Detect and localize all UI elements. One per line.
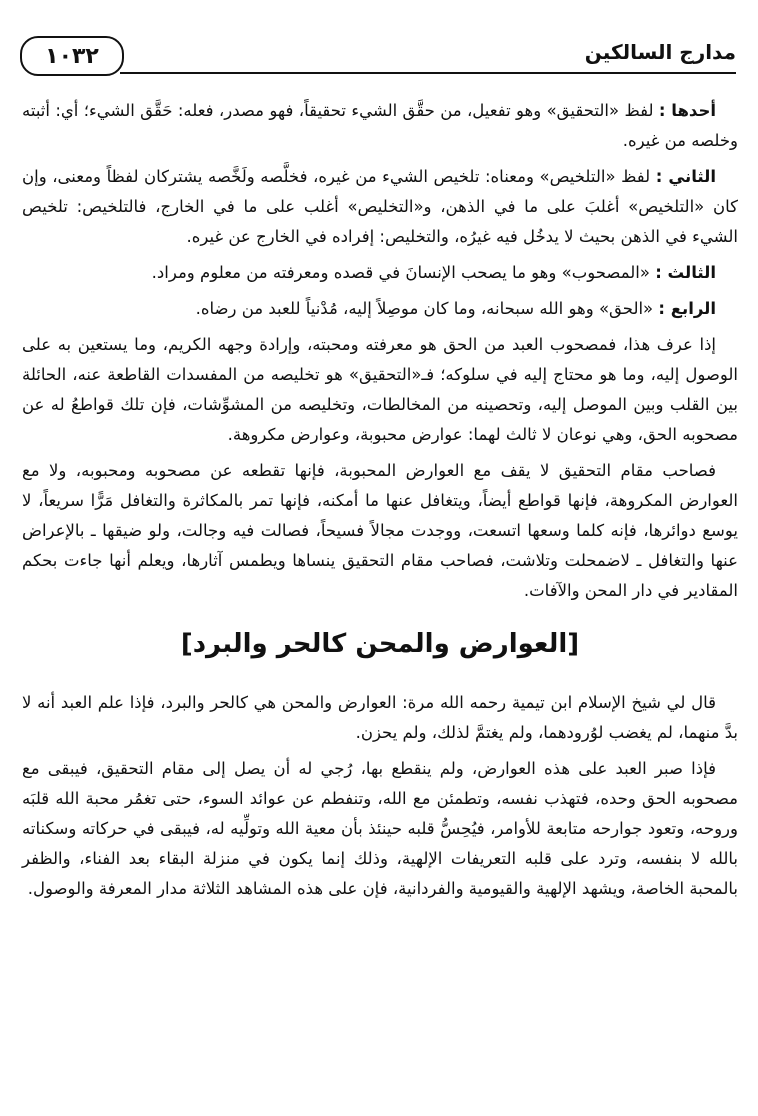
paragraph (22, 96, 738, 156)
paragraph-lead: أحدها : (658, 101, 716, 120)
paragraph: قال لي شيخ الإسلام ابن تيمية رحمه الله مرة: العوارض والمحن هي كالحر والبرد، فإذا علم العبد أنه لا بدَّ منهما، لم يغضب لوُرودهما، ولم يغتمَّ لذلك، ولم يحزن. (22, 693, 738, 742)
page-header (20, 36, 736, 76)
paragraph-lead: الثالث : (655, 263, 716, 282)
paragraph-text: لفظ «التلخيص» ومعناه: تلخيص الشيء من غيره، فخلَّصه ولَخَّصه يشتركان لفظاً ومعنى، وإن كان «التلخيص» أغلبَ على ما في الذهن، و«التخليص» أغلب على ما في الخارج، فالتلخيص: تلخيص الشيء في الذهن بحيث لا يدخُل فيه غيرُه، والتخليص: إفراده في الخارج عن غيره. (22, 167, 738, 246)
header-rule (120, 72, 736, 74)
paragraph-text: «المصحوب» وهو ما يصحب الإنسانَ في قصده ومعرفته من معلوم ومراد. (151, 263, 656, 282)
paragraph-text: لفظ «التحقيق» وهو تفعيل، من حقَّق الشيء تحقيقاً، فهو مصدر، فعله: حَقَّق الشيء؛ أي: أثبته وخلصه من غيره. (22, 101, 738, 150)
page-number: ١٠٣٢ (45, 43, 99, 69)
paragraph (22, 162, 738, 252)
paragraph-text: فصاحب مقام التحقيق لا يقف مع العوارض المحبوبة، فإنها تقطعه عن مصحوبه ومحبوبه، ولا مع العوارض المكروهة، فإنها قواطع أيضاً، ويتغافل عنها ما أمكنه، فإنها تمر بالمكاثرة والتغافل مَرًّا سريعاً، لا يوسع دوائرها، فإنه كلما وسعها اتسعت، ووجدت مجالاً فسيحاً، فصالت فيه وجالت، ولو ضيقها ـ بالإعراض عنها والتغافل ـ لاضمحلت وتلاشت، فصاحب مقام التحقيق ينساها ويطمس آثارها، ويعلم أنها جاءت بحكم المقادير في دار المحن والآفات. (22, 461, 738, 600)
paragraph-lead: الرابع : (658, 299, 716, 318)
paragraph (22, 294, 738, 324)
paragraph: فإذا صبر العبد على هذه العوارض، ولم ينقطع بها، رُجي له أن يصل إلى مقام التحقيق، فيبقى مع مصحوبه الحق وحده، فتهذب نفسه، وتطمئن مع الله، وتنفطم عن عوائد السوء، حتى تغمُر محبة الله قلبَه وروحه، وتعود جوارحه متابعة للأوامر، فيُحِسُّ قلبه حينئذ بأن معية الله وتولِّيه له، فيبقى في حركاته وسكناته بالله لا بنفسه، وترد على قلبه التعريفات الإلهية، وذلك إنما يكون في منزلة البقاء بعد الفناء، والظفر بالمحبة الخاصة، ويشهد الإلهية والقيومية والفردانية، فإن على هذه المشاهد الثلاثة مدار المعرفة والوصول. (22, 759, 738, 898)
paragraph (22, 258, 738, 288)
page-number-frame (20, 36, 124, 76)
paragraph-text: «الحق» وهو الله سبحانه، وما كان موصِلاً إليه، مُدْنياً للعبد من رضاه. (195, 299, 659, 318)
paragraph (22, 456, 738, 606)
paragraph-text: إذا عرف هذا، فمصحوب العبد من الحق هو معرفته ومحبته، وإرادة وجهه الكريم، وما يستعين به على الوصول إليه، وما هو محتاج إليه في سلوكه؛ فـ«التحقيق» هو تخليصه من المفسدات القاطعة عنه، الحائلة بين القلب وبين الموصل إليه، وتحصينه من المخالطات، وتخليصه من المشوِّشات، فإن تلك قواطعُ له عن مصحوبه الحق، وهي نوعان لا ثالث لهما: عوارض محبوبة، وعوارض مكروهة. (22, 335, 738, 444)
page-body (22, 96, 738, 910)
section-heading: [العوارض والمحن كالحر والبرد] (180, 629, 580, 659)
paragraph-lead: الثاني : (655, 167, 716, 186)
paragraph (22, 330, 738, 450)
running-title: مدارج السالكين (584, 40, 736, 64)
